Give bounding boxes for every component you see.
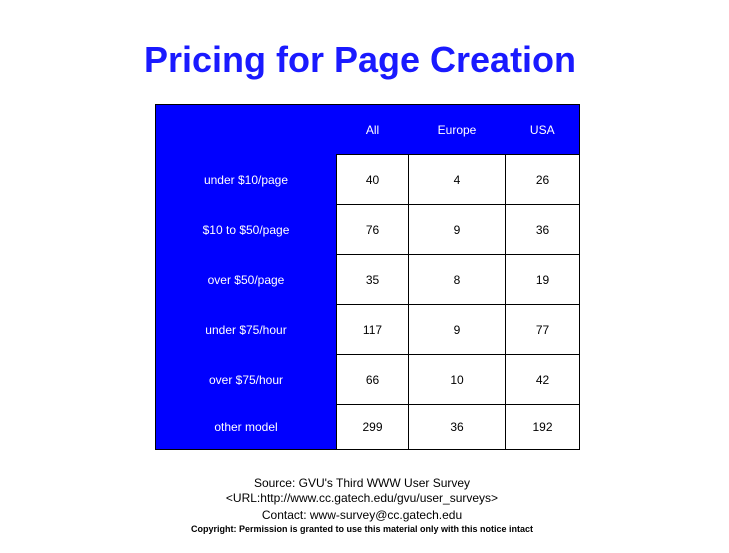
data-cell: 76 [337, 205, 409, 255]
column-header-usa: USA [506, 105, 580, 155]
row-label: under $75/hour [156, 305, 337, 355]
data-cell: 26 [506, 155, 580, 205]
data-cell: 8 [409, 255, 506, 305]
data-cell: 42 [506, 355, 580, 405]
table-row [156, 355, 580, 405]
row-label: $10 to $50/page [156, 205, 337, 255]
data-cell: 9 [409, 305, 506, 355]
source-note: Source: GVU's Third WWW User Survey [253, 476, 471, 490]
column-header-all: All [337, 105, 409, 155]
header-corner-cell [156, 105, 337, 155]
row-label: under $10/page [156, 155, 337, 205]
data-cell: 10 [409, 355, 506, 405]
contact-note: Contact: www-survey@cc.gatech.edu [261, 508, 463, 522]
data-cell: 40 [337, 155, 409, 205]
copyright-note: Copyright: Permission is granted to use this material only with this notice intact [190, 524, 534, 534]
data-cell: 117 [337, 305, 409, 355]
data-cell: 77 [506, 305, 580, 355]
data-cell: 192 [506, 405, 580, 450]
pricing-table [155, 104, 580, 450]
table-row [156, 305, 580, 355]
table-row [156, 405, 580, 450]
data-cell: 299 [337, 405, 409, 450]
row-label: over $50/page [156, 255, 337, 305]
source-url: <URL:http://www.cc.gatech.edu/gvu/user_surveys> [225, 491, 499, 505]
data-cell: 66 [337, 355, 409, 405]
data-cell: 4 [409, 155, 506, 205]
data-cell: 19 [506, 255, 580, 305]
data-cell: 9 [409, 205, 506, 255]
table-row [156, 205, 580, 255]
data-cell: 35 [337, 255, 409, 305]
table-header-row [156, 105, 580, 155]
data-cell: 36 [409, 405, 506, 450]
chart-title: Pricing for Page Creation [143, 39, 577, 80]
row-label: over $75/hour [156, 355, 337, 405]
data-cell: 36 [506, 205, 580, 255]
column-header-europe: Europe [409, 105, 506, 155]
table-row [156, 155, 580, 205]
row-label: other model [156, 405, 337, 450]
table-row [156, 255, 580, 305]
